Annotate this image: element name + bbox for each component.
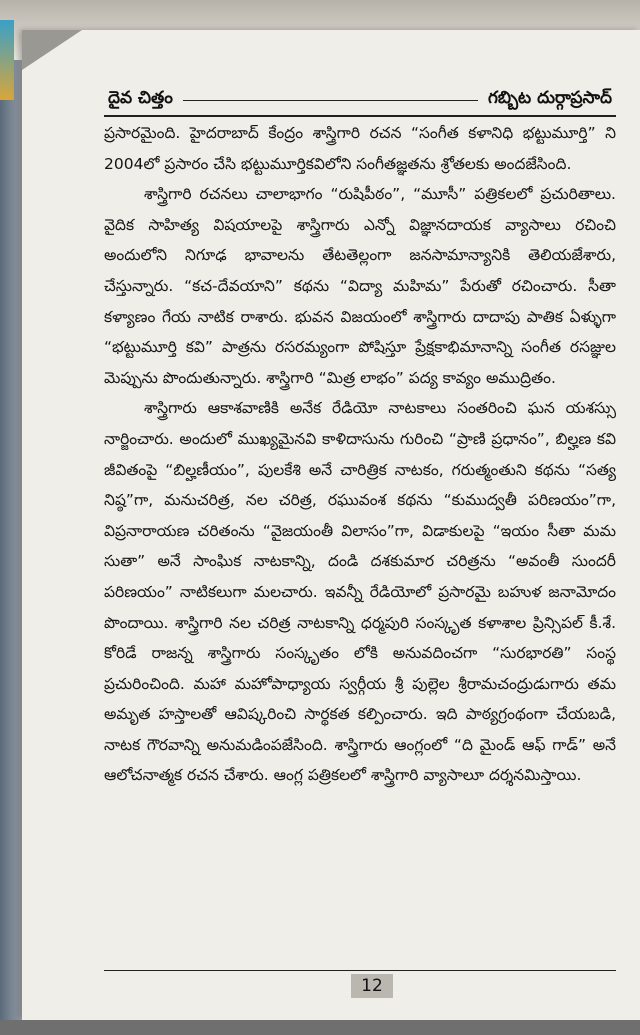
- left-edge-strip: [0, 20, 14, 100]
- paragraph-3: శాస్త్రిగారు ఆకాశవాణికి అనేక రేడియో నాటకాలు సంతరించి ఘన యశస్సు నార్జించారు. అందులో ముఖ్యమైనవి కాళిదాసును గురించి “ప్రాణి ప్రధానం”, బిల్హణ కవి జీవితంపై “బిల్హణీయం”, పులకేశి అనే చారిత్రిక నాటకం, గరుత్మంతుని కథను “సత్య నిష్ఠ”గా, మనుచరిత్ర, నల చరిత్ర, రఘువంశ కథను “కుముద్వతీ పరిణయం”గా, విప్రనారాయణ చరితంను “వైజయంతీ విలాసం”గా, విడాకులపై “ఇయం సీతా మమ సుతా” అనే సాంఘిక నాటకాన్ని, దండి దశకుమార చరిత్రను “అవంతీ సుందరీ పరిణయం” నాటికలుగా మలచారు. ఇవన్నీ రేడియోలో ప్రసారమై బహుళ జనామోదం పొందాయి. శాస్త్రిగారి నల చరిత్ర నాటకాన్ని ధర్మపురి సంస్కృత కళాశాల ప్రిన్సిపల్ కీ.శే. కోరిడే రాజన్న శాస్త్రిగారు సంస్కృతం లోకి అనువదించగా “సురభారతి” సంస్థ ప్రచురించింది. మహా మహోపాధ్యాయ స్వర్గీయ శ్రీ పుల్లెల శ్రీరామచంద్రుడుగారు తమ అమృత హస్తాలతో ఆవిష్కరించి సార్థకత కల్పించారు. ఇది పాఠ్యగ్రంథంగా చేయబడి, నాటక గౌరవాన్ని అనుమడింపజేసింది. శాస్త్రిగారు ఆంగ్లంలో “ది మైండ్ ఆఫ్ గాడ్” అనే ఆలోచనాత్మక రచన చేశారు. ఆంగ్ల పత్రికలలో శాస్త్రిగారి వ్యాసాలూ దర్శనమిస్తాయి.: [104, 399, 616, 785]
- header-book-title: దైవ చిత్తం: [104, 88, 177, 112]
- header-rule: [183, 100, 478, 101]
- paragraph-1: ప్రసారమైంది. హైదరాబాద్ కేంద్రం శాస్త్రిగారి రచన “సంగీత కళానిధి భట్టుమూర్తి” ని 2004లో ప్రసారం చేసి భట్టుమూర్తికవిలోని సంగీతజ్ఞతను శ్రోతలకు అందజేసింది.: [104, 124, 616, 173]
- header-underline: [104, 115, 616, 117]
- body-text: [104, 118, 616, 791]
- paragraph-2: శాస్త్రిగారి రచనలు చాలాభాగం “రుషిపీఠం”, “మూసీ” పత్రికలలో ప్రచురితాలు. వైదిక సాహిత్య విషయాలపై శాస్త్రిగారు ఎన్నో విజ్ఞానదాయక వ్యాసాలు రచించి అందులోని నిగూఢ భావాలను తేటతెల్లంగా జనసామాన్యానికి తెలియజేశారు, చేస్తున్నారు. “కచ-దేవయాని” కథను “విద్యా మహిమ” పేరుతో రచించారు. సీతా కళ్యాణం గేయ నాటిక రాశారు. భువన విజయంలో శాస్త్రిగారు దాదాపు పాతిక ఏళ్ళుగా “భట్టుమూర్తి కవి” పాత్రను రసరమ్యంగా పోషిస్తూ ప్రేక్షకాభిమానాన్ని సంగీత రసజ్ఞుల మెప్పును పొందుతున్నారు. శాస్త్రిగారి “మిత్ర లాభం” పద్య కావ్యం అముద్రితం.: [104, 185, 616, 387]
- footer-rule: [104, 970, 616, 971]
- folded-corner: [22, 30, 82, 70]
- page-number: 12: [351, 974, 393, 998]
- running-header: [104, 86, 616, 114]
- scan-bottom-edge: [0, 1020, 640, 1035]
- header-author: గబ్బిట దుర్గాప్రసాద్: [484, 88, 616, 112]
